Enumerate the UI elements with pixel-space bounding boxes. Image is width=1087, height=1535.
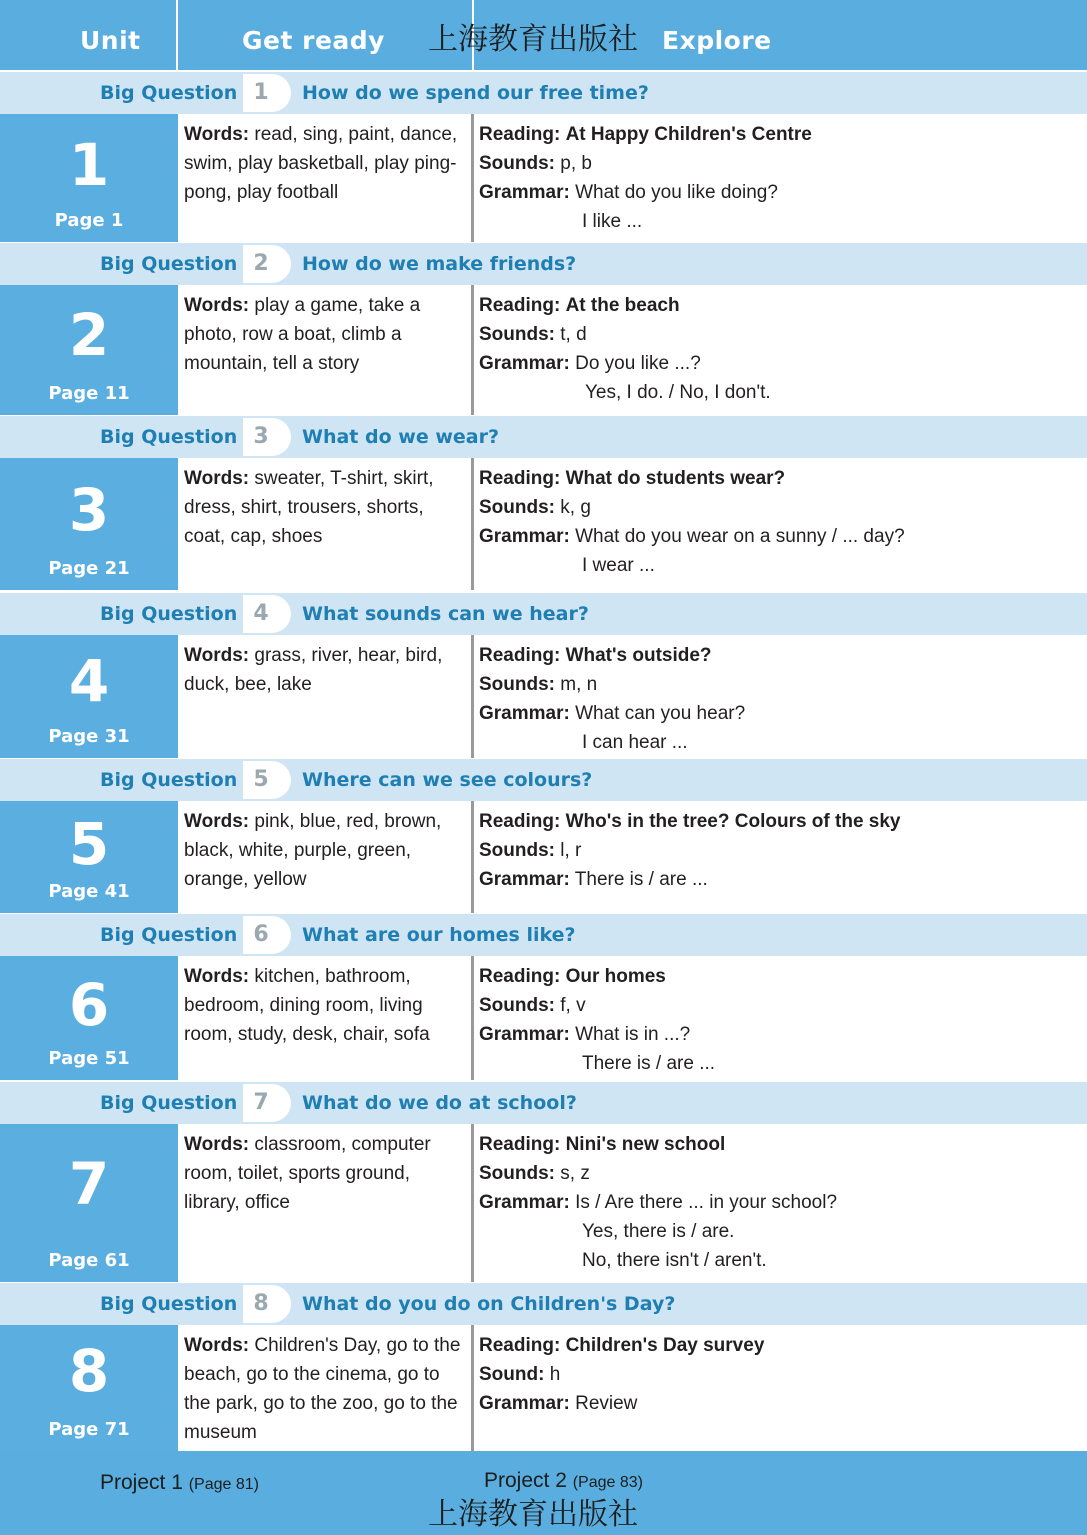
reading-title: Who's in the tree? Colours of the sky [565, 811, 901, 832]
big-question-band [0, 1082, 1087, 1125]
big-question-number [243, 761, 291, 799]
get-ready-words [184, 962, 466, 1049]
big-question-number [243, 74, 291, 112]
grammar-line [479, 349, 1079, 378]
sounds-label: Sounds: [479, 324, 555, 345]
words-label: Words: [184, 1335, 250, 1356]
explore-details [479, 291, 1079, 407]
grammar-text: What do you wear on a sunny / ... day? [575, 526, 905, 547]
grammar-text: What is in ...? [575, 1024, 691, 1045]
big-question-text: Where can we see colours? [302, 769, 593, 791]
grammar-text: No, there isn't / aren't. [582, 1250, 767, 1271]
unit-page-link[interactable]: Page 41 [48, 881, 130, 902]
big-question-label: Big Question [100, 253, 238, 275]
big-question-text: What sounds can we hear? [302, 603, 589, 625]
get-ready-column-header: Get ready [242, 26, 385, 55]
big-question-band [0, 914, 1087, 957]
sounds-label: Sounds: [479, 840, 555, 861]
words-list: grass, river, hear, bird, duck, bee, lake [184, 645, 443, 695]
words-list: pink, blue, red, brown, black, white, purple, green, orange, yellow [184, 811, 442, 890]
words-list: sweater, T-shirt, skirt, dress, shirt, trousers, shorts, coat, cap, shoes [184, 468, 434, 547]
explore-details [479, 641, 1079, 757]
sounds-label: Sounds: [479, 1163, 555, 1184]
grammar-label: Grammar: [479, 1393, 570, 1414]
column-divider [471, 956, 474, 1080]
grammar-text: There is / are ... [574, 869, 708, 890]
sounds-line [479, 1159, 1079, 1188]
words-label: Words: [184, 468, 250, 489]
unit-page-link[interactable]: Page 21 [48, 558, 130, 579]
reading-title: Nini's new school [565, 1134, 726, 1155]
grammar-text: Yes, I do. / No, I don't. [585, 382, 771, 403]
explore-details [479, 807, 1079, 894]
column-divider [471, 114, 474, 242]
big-question-band [0, 416, 1087, 459]
sounds-label: Sounds: [479, 674, 555, 695]
grammar-text: Yes, there is / are. [582, 1221, 735, 1242]
reading-title: At the beach [565, 295, 680, 316]
sounds-value: h [549, 1364, 561, 1385]
reading-title: What's outside? [565, 645, 712, 666]
sounds-value: t, d [560, 324, 587, 345]
reading-label: Reading: [479, 124, 561, 145]
words-list: Children's Day, go to the beach, go to the cinema, go to the park, go to the zoo, go to the museum [184, 1335, 461, 1443]
header-divider [176, 0, 178, 70]
sounds-label: Sounds: [479, 153, 555, 174]
big-question-label: Big Question [100, 82, 238, 104]
big-question-label: Big Question [100, 924, 238, 946]
column-divider [471, 285, 474, 415]
unit-number: 2 [68, 301, 110, 369]
sounds-value: k, g [560, 497, 591, 518]
big-question-number-text: 6 [253, 922, 269, 947]
grammar-line [479, 1389, 1079, 1418]
grammar-line [479, 378, 1079, 407]
column-divider [471, 458, 474, 590]
grammar-line [479, 522, 1079, 551]
project-2-label: Project 2 [484, 1469, 567, 1492]
get-ready-words [184, 120, 466, 207]
sounds-line [479, 1360, 1079, 1389]
sounds-label: Sound: [479, 1364, 545, 1385]
reading-title: At Happy Children's Centre [565, 124, 812, 145]
explore-details [479, 464, 1079, 580]
big-question-text: How do we make friends? [302, 253, 577, 275]
words-list: kitchen, bathroom, bedroom, dining room, living room, study, desk, chair, sofa [184, 966, 430, 1045]
sounds-line [479, 493, 1079, 522]
sounds-label: Sounds: [479, 995, 555, 1016]
column-divider [471, 1325, 474, 1451]
reading-label: Reading: [479, 1335, 561, 1356]
big-question-number [243, 1084, 291, 1122]
big-question-label: Big Question [100, 426, 238, 448]
reading-label: Reading: [479, 295, 561, 316]
big-question-number [243, 245, 291, 283]
grammar-label: Grammar: [479, 1192, 570, 1213]
reading-label: Reading: [479, 811, 561, 832]
reading-line [479, 962, 1079, 991]
get-ready-words [184, 1130, 466, 1217]
unit-cell[interactable] [0, 956, 178, 1080]
grammar-text: What do you like doing? [575, 182, 778, 203]
reading-line [479, 464, 1079, 493]
publisher-watermark: 上海教育出版社 [428, 22, 638, 57]
grammar-line [479, 1188, 1079, 1217]
unit-column-header: Unit [80, 26, 141, 55]
grammar-line [479, 551, 1079, 580]
get-ready-words [184, 641, 466, 699]
big-question-band [0, 1283, 1087, 1326]
words-list: play a game, take a photo, row a boat, climb a mountain, tell a story [184, 295, 421, 374]
words-label: Words: [184, 1134, 250, 1155]
big-question-number [243, 1285, 291, 1323]
get-ready-words [184, 807, 466, 894]
big-question-number [243, 595, 291, 633]
unit-page-link[interactable]: Page 71 [48, 1419, 130, 1440]
explore-details [479, 1331, 1079, 1418]
big-question-label: Big Question [100, 1092, 238, 1114]
sounds-value: m, n [560, 674, 598, 695]
sounds-label: Sounds: [479, 497, 555, 518]
project-1-page: (Page 81) [188, 1476, 259, 1493]
big-question-label: Big Question [100, 1293, 238, 1315]
sounds-value: s, z [560, 1163, 590, 1184]
unit-page-link[interactable]: Page 1 [54, 210, 124, 231]
words-label: Words: [184, 966, 250, 987]
get-ready-words [184, 464, 466, 551]
reading-line [479, 641, 1079, 670]
unit-page-link[interactable]: Page 61 [48, 1250, 130, 1271]
grammar-label: Grammar: [479, 869, 570, 890]
get-ready-words [184, 291, 466, 378]
explore-details [479, 120, 1079, 236]
project-1-label: Project 1 [100, 1471, 183, 1494]
grammar-label: Grammar: [479, 182, 570, 203]
explore-column-header: Explore [662, 26, 772, 55]
unit-cell[interactable] [0, 1325, 178, 1451]
words-label: Words: [184, 295, 250, 316]
explore-details [479, 962, 1079, 1078]
words-list: read, sing, paint, dance, swim, play basketball, play ping-pong, play football [184, 124, 458, 203]
reading-title: Children's Day survey [565, 1335, 765, 1356]
grammar-label: Grammar: [479, 703, 570, 724]
big-question-label: Big Question [100, 603, 238, 625]
words-label: Words: [184, 811, 250, 832]
reading-line [479, 807, 1079, 836]
sounds-line [479, 991, 1079, 1020]
get-ready-words [184, 1331, 466, 1447]
big-question-band [0, 243, 1087, 286]
unit-cell[interactable] [0, 285, 178, 415]
big-question-band [0, 759, 1087, 802]
grammar-line [479, 699, 1079, 728]
words-list: classroom, computer room, toilet, sports ground, library, office [184, 1134, 431, 1213]
grammar-text: Is / Are there ... in your school? [575, 1192, 838, 1213]
grammar-text: I like ... [582, 211, 643, 232]
grammar-line [479, 1049, 1079, 1078]
unit-number: 7 [68, 1150, 110, 1218]
big-question-text: What are our homes like? [302, 924, 576, 946]
reading-line [479, 291, 1079, 320]
big-question-number [243, 916, 291, 954]
big-question-number-text: 7 [253, 1090, 269, 1115]
big-question-number-text: 5 [253, 767, 269, 792]
sounds-line [479, 836, 1079, 865]
column-divider [471, 1124, 474, 1282]
big-question-text: What do we wear? [302, 426, 499, 448]
unit-page-link[interactable]: Page 51 [48, 1048, 130, 1069]
reading-label: Reading: [479, 1134, 561, 1155]
sounds-line [479, 320, 1079, 349]
grammar-text: I wear ... [582, 555, 655, 576]
project-1-entry[interactable] [100, 1471, 259, 1495]
grammar-text: There is / are ... [582, 1053, 716, 1074]
big-question-band [0, 72, 1087, 115]
grammar-label: Grammar: [479, 526, 570, 547]
grammar-line [479, 178, 1079, 207]
big-question-number-text: 3 [253, 424, 269, 449]
grammar-text: Do you like ...? [575, 353, 701, 374]
big-question-text: What do we do at school? [302, 1092, 577, 1114]
reading-label: Reading: [479, 645, 561, 666]
sounds-line [479, 149, 1079, 178]
grammar-text: I can hear ... [582, 732, 688, 753]
footer-band [0, 1451, 1087, 1535]
sounds-value: p, b [560, 153, 592, 174]
grammar-line [479, 865, 1079, 894]
explore-details [479, 1130, 1079, 1275]
big-question-number [243, 418, 291, 456]
unit-number: 1 [68, 131, 110, 199]
unit-cell[interactable] [0, 635, 178, 758]
big-question-label: Big Question [100, 769, 238, 791]
column-divider [471, 801, 474, 913]
sounds-line [479, 670, 1079, 699]
grammar-line [479, 207, 1079, 236]
big-question-text: How do we spend our free time? [302, 82, 649, 104]
reading-line [479, 1331, 1079, 1360]
column-divider [471, 635, 474, 758]
unit-page-link[interactable]: Page 31 [48, 726, 130, 747]
publisher-watermark: 上海教育出版社 [428, 1497, 638, 1532]
reading-title: What do students wear? [565, 468, 786, 489]
reading-label: Reading: [479, 966, 561, 987]
unit-number: 8 [68, 1337, 110, 1405]
grammar-line [479, 728, 1079, 757]
grammar-line [479, 1246, 1079, 1275]
project-2-page: (Page 83) [572, 1474, 643, 1491]
big-question-number-text: 1 [253, 80, 269, 105]
unit-cell[interactable] [0, 801, 178, 913]
grammar-line [479, 1020, 1079, 1049]
unit-cell[interactable] [0, 458, 178, 590]
big-question-text: What do you do on Children's Day? [302, 1293, 676, 1315]
grammar-text: What can you hear? [575, 703, 746, 724]
grammar-line [479, 1217, 1079, 1246]
sounds-value: f, v [560, 995, 586, 1016]
unit-number: 4 [68, 647, 110, 715]
unit-number: 6 [68, 971, 110, 1039]
unit-cell[interactable] [0, 114, 178, 242]
grammar-text: Review [575, 1393, 638, 1414]
grammar-label: Grammar: [479, 1024, 570, 1045]
grammar-label: Grammar: [479, 353, 570, 374]
words-label: Words: [184, 124, 250, 145]
big-question-number-text: 8 [253, 1291, 269, 1316]
unit-number: 5 [68, 810, 110, 878]
reading-title: Our homes [565, 966, 666, 987]
sounds-value: l, r [560, 840, 582, 861]
big-question-number-text: 4 [253, 601, 269, 626]
reading-line [479, 120, 1079, 149]
big-question-band [0, 593, 1087, 636]
unit-cell[interactable] [0, 1124, 178, 1282]
unit-number: 3 [68, 476, 110, 544]
unit-page-link[interactable]: Page 11 [48, 383, 130, 404]
reading-label: Reading: [479, 468, 561, 489]
reading-line [479, 1130, 1079, 1159]
big-question-number-text: 2 [253, 251, 269, 276]
words-label: Words: [184, 645, 250, 666]
